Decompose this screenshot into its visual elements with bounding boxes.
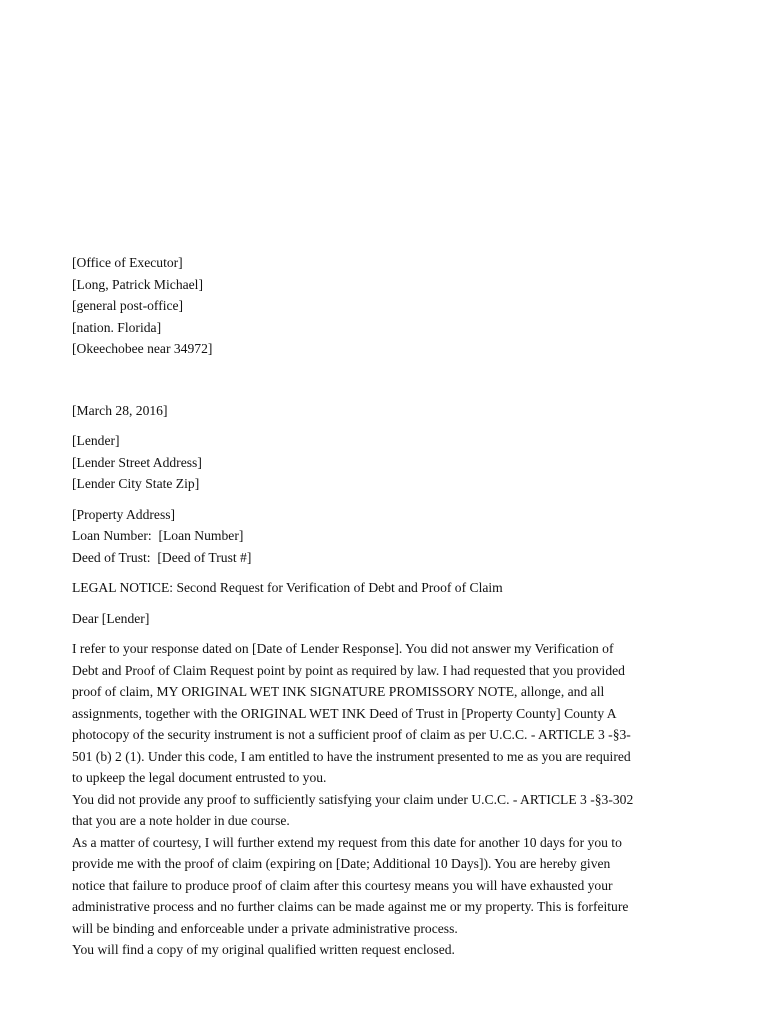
reference-block — [72, 504, 704, 569]
sender-address — [72, 252, 704, 360]
sender-line: [general post-office] — [72, 298, 184, 313]
body-line: that you are a note holder in due course. — [72, 813, 290, 828]
letter-body — [72, 638, 704, 961]
letter-date: [March 28, 2016] — [72, 402, 168, 418]
body-line: You will find a copy of my original qualified written request enclosed. — [72, 942, 455, 957]
body-line: assignments, together with the ORIGINAL WET INK Deed of Trust in [Property County] County A — [72, 705, 617, 721]
recipient-address — [72, 430, 704, 495]
sender-line: [Office of Executor] — [72, 255, 183, 270]
reference-line: Deed of Trust: [Deed of Trust #] — [72, 549, 252, 565]
salutation: Dear [Lender] — [72, 610, 150, 626]
body-line: 501 (b) 2 (1). Under this code, I am entitled to have the instrument presented to me as you are required — [72, 748, 631, 764]
subject-line: LEGAL NOTICE: Second Request for Verification of Debt and Proof of Claim — [72, 580, 503, 595]
recipient-line: [Lender Street Address] — [72, 454, 202, 470]
reference-line: [Property Address] — [72, 506, 176, 522]
body-line: I refer to your response dated on [Date of Lender Response]. You did not answer my Verification of — [72, 641, 614, 656]
body-line: administrative process and no further claims can be made against me or my property. This is forfeiture — [72, 899, 629, 914]
body-line: photocopy of the security instrument is not a sufficient proof of claim as per U.C.C. - ARTICLE 3 -§3- — [72, 727, 631, 742]
sender-line: [nation. Florida] — [72, 319, 162, 335]
sender-line: [Okeechobee near 34972] — [72, 341, 213, 356]
body-line: As a matter of courtesy, I will further extend my request from this date for another 10 days for you to — [72, 834, 622, 850]
sender-line: [Long, Patrick Michael] — [72, 276, 203, 292]
letter-page — [72, 252, 704, 961]
recipient-line: [Lender City State Zip] — [72, 476, 200, 491]
body-line: will be binding and enforceable under a private administrative process. — [72, 920, 458, 936]
reference-line: Loan Number: [Loan Number] — [72, 528, 244, 543]
body-line: notice that failure to produce proof of claim after this courtesy means you will have exhausted your — [72, 877, 613, 893]
body-line: to upkeep the legal document entrusted to you. — [72, 770, 327, 785]
body-line: You did not provide any proof to sufficiently satisfying your claim under U.C.C. - ARTICLE 3 -§3-302 — [72, 791, 634, 807]
body-line: Debt and Proof of Claim Request point by point as required by law. I had requested that you provided — [72, 662, 625, 678]
body-line: proof of claim, MY ORIGINAL WET INK SIGNATURE PROMISSORY NOTE, allonge, and all — [72, 684, 605, 699]
body-line: provide me with the proof of claim (expiring on [Date; Additional 10 Days]). You are hereby given — [72, 856, 611, 871]
recipient-line: [Lender] — [72, 433, 120, 448]
